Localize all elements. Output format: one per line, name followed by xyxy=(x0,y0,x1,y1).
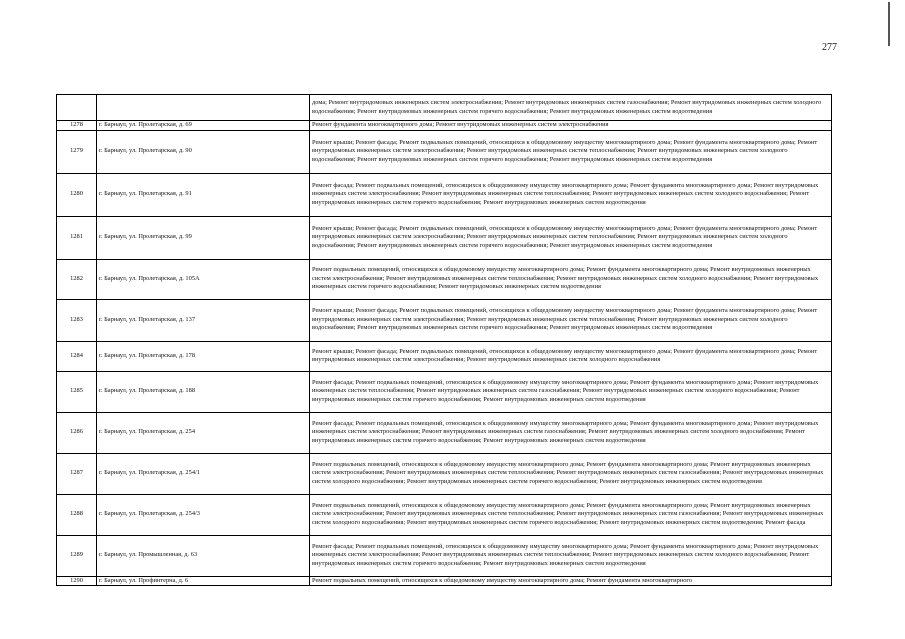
row-number xyxy=(57,95,97,121)
row-works: Ремонт подвальных помещений, относящихся к общедомовому имуществу многоквартирного дома; Ремонт фундамента многоквартирного дома; Ремонт внутридомовых инженерных систем электроснабжения; Ремонт внутридомовых инженерных систем теплоснабжения; Ремонт внутридомовых инженерных систем газоснабжения; Ремонт внутридомовых инженерных систем холодного водоснабжения; Ремонт внутридомовых инженерных систем горячего водоснабжения; Ремонт внутридомовых инженерных систем водоотведения; Ремонт фасада xyxy=(310,494,832,535)
row-address xyxy=(97,95,310,121)
row-address: г. Барнаул, ул. Пролетарская, д. 188 xyxy=(97,371,310,412)
row-number: 1281 xyxy=(57,216,97,259)
table-row xyxy=(57,216,832,259)
row-works: Ремонт фасада; Ремонт подвальных помещений, относящихся к общедомовому имуществу многоквартирного дома; Ремонт фундамента многоквартирного дома; Ремонт внутридомовых инженерных систем электроснабжения; Ремонт внутридомовых инженерных систем теплоснабжения; Ремонт внутридомовых инженерных систем холодного водоснабжения; Ремонт внутридомовых инженерных систем горячего водоснабжения; Ремонт внутридомовых инженерных систем водоотведения xyxy=(310,535,832,576)
row-address: г. Барнаул, ул. Профинтерна, д. 6 xyxy=(97,576,310,586)
row-address: г. Барнаул, ул. Промышленная, д. 63 xyxy=(97,535,310,576)
row-works: Ремонт крыши; Ремонт фасада; Ремонт подвальных помещений, относящихся к общедомовому имуществу многоквартирного дома; Ремонт фундамента многоквартирного дома; Ремонт внутридомовых инженерных систем электроснабжения; Ремонт внутридомовых инженерных систем холодного водоснабжения xyxy=(310,341,832,371)
row-address: г. Барнаул, ул. Пролетарская, д. 91 xyxy=(97,173,310,216)
row-number: 1282 xyxy=(57,259,97,299)
row-works: Ремонт фасада; Ремонт подвальных помещений, относящихся к общедомовому имуществу многоквартирного дома; Ремонт фундамента многоквартирного дома; Ремонт внутридомовых инженерных систем теплоснабжения; Ремонт внутридомовых инженерных систем газоснабжения; Ремонт внутридомовых инженерных систем холодного водоснабжения; Ремонт внутридомовых инженерных систем горячего водоснабжения; Ремонт внутридомовых инженерных систем водоотведения xyxy=(310,371,832,412)
row-address: г. Барнаул, ул. Пролетарская, д. 254/1 xyxy=(97,453,310,494)
registry-table-body xyxy=(57,95,832,586)
row-works: Ремонт подвальных помещений, относящихся к общедомовому имуществу многоквартирного дома; Ремонт фундамента многоквартирного xyxy=(310,576,832,586)
row-number: 1288 xyxy=(57,494,97,535)
row-address: г. Барнаул, ул. Пролетарская, д. 137 xyxy=(97,299,310,341)
table-row xyxy=(57,173,832,216)
row-works: Ремонт крыши; Ремонт фасада; Ремонт подвальных помещений, относящихся к общедомовому имуществу многоквартирного дома; Ремонт фундамента многоквартирного дома; Ремонт внутридомовых инженерных систем электроснабжения; Ремонт внутридомовых инженерных систем теплоснабжения; Ремонт внутридомовых инженерных систем холодного водоснабжения; Ремонт внутридомовых инженерных систем горячего водоснабжения; Ремонт внутридомовых инженерных систем водоотведения xyxy=(310,130,832,173)
table-row xyxy=(57,453,832,494)
table-row xyxy=(57,299,832,341)
row-works: Ремонт подвальных помещений, относящихся к общедомовому имуществу многоквартирного дома; Ремонт фундамента многоквартирного дома; Ремонт внутридомовых инженерных систем электроснабжения; Ремонт внутридомовых инженерных систем теплоснабжения; Ремонт внутридомовых инженерных систем газоснабжения; Ремонт внутридомовых инженерных систем холодного водоснабжения; Ремонт внутридомовых инженерных систем горячего водоснабжения; Ремонт внутридомовых инженерных систем водоотведения xyxy=(310,453,832,494)
row-works: Ремонт фасада; Ремонт подвальных помещений, относящихся к общедомовому имуществу многоквартирного дома; Ремонт фундамента многоквартирного дома; Ремонт внутридомовых инженерных систем электроснабжения; Ремонт внутридомовых инженерных систем газоснабжения; Ремонт внутридомовых инженерных систем холодного водоснабжения; Ремонт внутридомовых инженерных систем горячего водоснабжения; Ремонт внутридомовых инженерных систем водоотведения xyxy=(310,412,832,453)
table-row xyxy=(57,371,832,412)
registry-table xyxy=(56,94,832,586)
row-number: 1286 xyxy=(57,412,97,453)
row-number: 1280 xyxy=(57,173,97,216)
table-row xyxy=(57,412,832,453)
table-row xyxy=(57,576,832,586)
row-number: 1278 xyxy=(57,121,97,131)
row-address: г. Барнаул, ул. Пролетарская, д. 178 xyxy=(97,341,310,371)
row-number: 1284 xyxy=(57,341,97,371)
row-number: 1279 xyxy=(57,130,97,173)
row-works: Ремонт подвальных помещений, относящихся к общедомовому имуществу многоквартирного дома; Ремонт фундамента многоквартирного дома; Ремонт внутридомовых инженерных систем электроснабжения; Ремонт внутридомовых инженерных систем теплоснабжения; Ремонт внутридомовых инженерных систем холодного водоснабжения; Ремонт внутридомовых инженерных систем горячего водоснабжения; Ремонт внутридомовых инженерных систем водоотведения xyxy=(310,259,832,299)
row-address: г. Барнаул, ул. Пролетарская, д. 254/3 xyxy=(97,494,310,535)
row-address: г. Барнаул, ул. Пролетарская, д. 105А xyxy=(97,259,310,299)
row-works: Ремонт крыши; Ремонт фасада; Ремонт подвальных помещений, относящихся к общедомовому имуществу многоквартирного дома; Ремонт фундамента многоквартирного дома; Ремонт внутридомовых инженерных систем электроснабжения; Ремонт внутридомовых инженерных систем теплоснабжения; Ремонт внутридомовых инженерных систем холодного водоснабжения; Ремонт внутридомовых инженерных систем горячего водоснабжения; Ремонт внутридомовых инженерных систем водоотведения xyxy=(310,299,832,341)
row-address: г. Барнаул, ул. Пролетарская, д. 90 xyxy=(97,130,310,173)
table-row xyxy=(57,121,832,131)
row-works: Ремонт крыши; Ремонт фасада; Ремонт подвальных помещений, относящихся к общедомовому имуществу многоквартирного дома; Ремонт фундамента многоквартирного дома; Ремонт внутридомовых инженерных систем электроснабжения; Ремонт внутридомовых инженерных систем теплоснабжения; Ремонт внутридомовых инженерных систем холодного водоснабжения; Ремонт внутридомовых инженерных систем горячего водоснабжения; Ремонт внутридомовых инженерных систем водоотведения xyxy=(310,216,832,259)
row-address: г. Барнаул, ул. Пролетарская, д. 99 xyxy=(97,216,310,259)
table-row xyxy=(57,494,832,535)
page-edge-mark xyxy=(888,2,890,46)
table-row xyxy=(57,341,832,371)
table-row xyxy=(57,259,832,299)
table-row xyxy=(57,130,832,173)
table-row xyxy=(57,535,832,576)
row-number: 1290 xyxy=(57,576,97,586)
row-number: 1285 xyxy=(57,371,97,412)
row-works: Ремонт фасада; Ремонт подвальных помещений, относящихся к общедомовому имуществу многоквартирного дома; Ремонт фундамента многоквартирного дома; Ремонт внутридомовых инженерных систем электроснабжения; Ремонт внутридомовых инженерных систем теплоснабжения; Ремонт внутридомовых инженерных систем холодного водоснабжения; Ремонт внутридомовых инженерных систем горячего водоснабжения; Ремонт внутридомовых инженерных систем водоотведения xyxy=(310,173,832,216)
table-row xyxy=(57,95,832,121)
row-works: дома; Ремонт внутридомовых инженерных систем электроснабжения; Ремонт внутридомовых инженерных систем газоснабжения; Ремонт внутридомовых инженерных систем холодного водоснабжения; Ремонт внутридомовых инженерных систем горячего водоснабжения; Ремонт внутридомовых инженерных систем водоотведения xyxy=(310,95,832,121)
row-number: 1283 xyxy=(57,299,97,341)
page-number: 277 xyxy=(822,42,837,53)
row-number: 1289 xyxy=(57,535,97,576)
row-address: г. Барнаул, ул. Пролетарская, д. 69 xyxy=(97,121,310,131)
row-number: 1287 xyxy=(57,453,97,494)
row-works: Ремонт фундамента многоквартирного дома; Ремонт внутридомовых инженерных систем электроснабжения xyxy=(310,121,832,131)
row-address: г. Барнаул, ул. Пролетарская, д. 254 xyxy=(97,412,310,453)
